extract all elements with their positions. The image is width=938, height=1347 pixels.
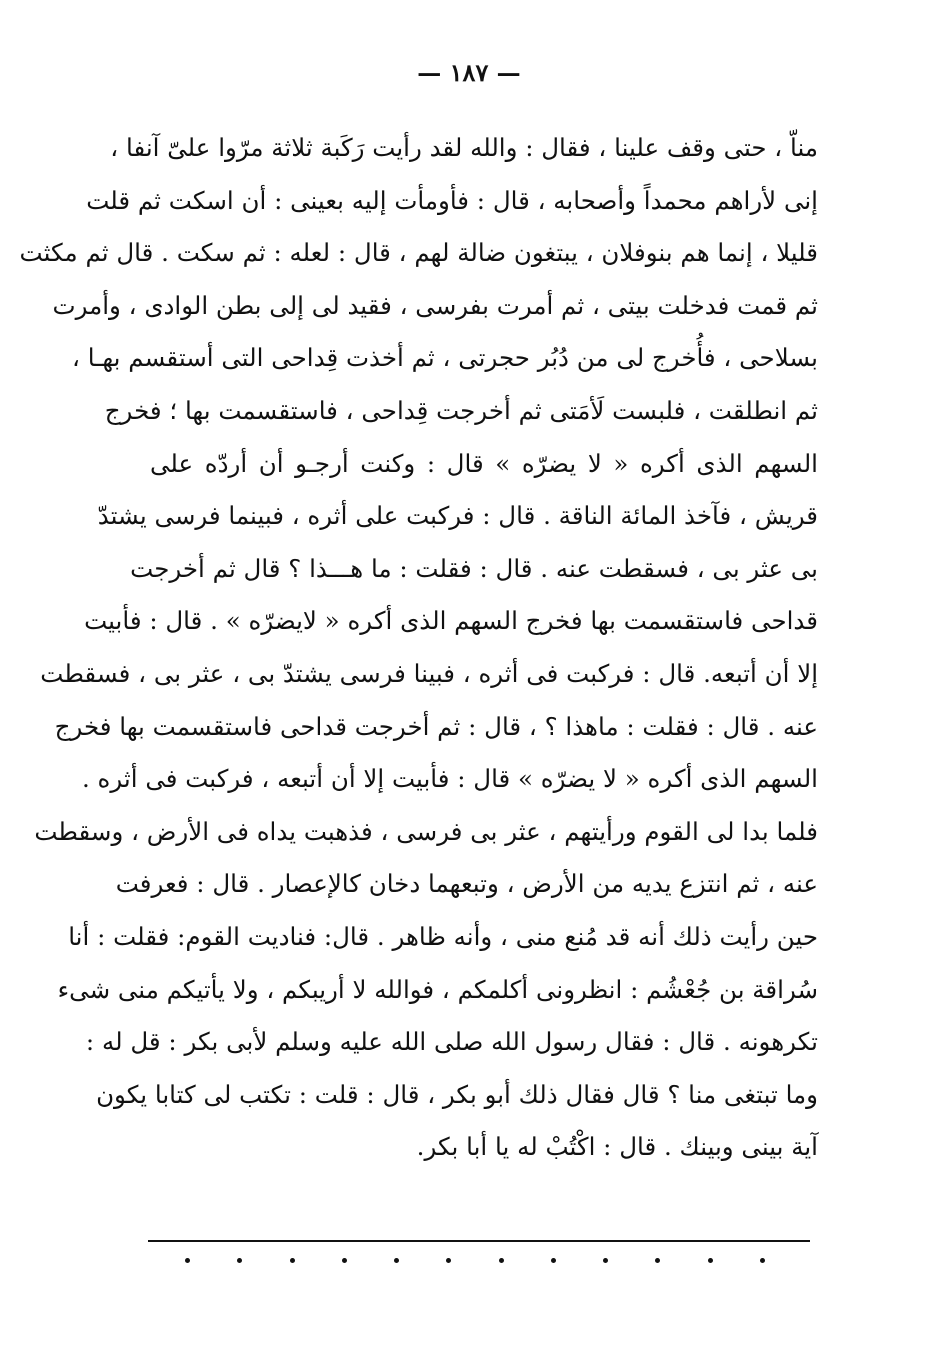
text-line: قداحى فاستقسمت بها فخرج السهم الذى أكره « لايضرّه » . قال : فأبيت [84, 606, 818, 636]
body-text [19, 122, 818, 1174]
footer-dot [551, 1258, 556, 1263]
text-line: فلما بدا لى القوم ورأيتهم ، عثر بى فرسى ، فذهبت يداه فى الأرض ، وسقطت [34, 816, 818, 846]
footer-dot [394, 1258, 399, 1263]
text-line-last: آية بينى وبينك . قال : اكْتُبْ له يا أبا بكر. [416, 1132, 818, 1162]
text-line: بسلاحى ، فأُخرج لى من دُبُر حجرتى ، ثم أخذت قِداحى التى أستقسم بهـا ، [72, 343, 818, 373]
footer-dot [655, 1258, 660, 1263]
text-line: السهم الذى أكره « لا يضرّه » قال : فأبيت إلا أن أتبعه ، فركبت فى أثره . [81, 764, 818, 794]
text-line: حين رأيت ذلك أنه قد مُنع منى ، وأنه ظاهر . قال: فناديت القوم: فقلت : أنا [68, 921, 818, 951]
text-line: تكرهونه . قال : فقال رسول الله صلى الله عليه وسلم لأبى بكر : قل له : [85, 1027, 818, 1057]
text-line: عنه ، ثم انتزع يديه من الأرض ، وتبعهما دخان كالإعصار . قال : فعرفت [115, 869, 818, 899]
footer-dot [185, 1258, 190, 1263]
footer-dot [237, 1258, 242, 1263]
text-line: وما تبتغى منا ؟ قال فقال ذلك أبو بكر ، قال : قلت : تكتب لى كتابا يكون [96, 1079, 818, 1109]
page-number: — ١٨٧ — [417, 58, 521, 87]
footer-dot [446, 1258, 451, 1263]
text-line: إنى لأراهم محمداً وأصحابه ، قال : فأومأت إليه بعينى : أن اسكت ثم قلت [86, 185, 818, 215]
text-line: مناّ ، حتى وقف علينا ، فقال : والله لقد رأيت رَكَبة ثلاثة مرّوا علىّ آنفا ، [110, 133, 818, 162]
text-line: عنه . قال : فقلت : ماهذا ؟ ، قال : ثم أخرجت قداحى فاستقسمت بها فخرج [54, 711, 818, 741]
text-line: سُراقة بن جُعْشُم : انظرونى أكلمكم ، فوالله لا أريبكم ، ولا يأتيكم منى شىء [57, 974, 818, 1004]
text-line: قليلا ، إنما هم بنوفلان ، يبتغون ضالة لهم ، قال : لعله : ثم سكت . قال ثم مكثت [19, 238, 818, 268]
footer-dot [499, 1258, 504, 1263]
footer-dot [603, 1258, 608, 1263]
footer-dot-row [185, 1258, 765, 1263]
footer-dot [290, 1258, 295, 1263]
footer-dot [342, 1258, 347, 1263]
text-line: ثم انطلقت ، فلبست لَأمَتى ثم أخرجت قِداحى ، فاستقسمت بها ؛ فخرج [104, 395, 818, 425]
footer-dot [760, 1258, 765, 1263]
text-line: السهم الذى أكره « لا يضرّه » قال : وكنت أرجـو أن أردّه على [150, 448, 818, 478]
text-line: قريش ، فآخذ المائة الناقة . قال : فركبت على أثره ، فبينما فرسى يشتدّ [97, 501, 818, 531]
footer-rule [148, 1240, 810, 1242]
footer-dot [708, 1258, 713, 1263]
text-line: ثم قمت فدخلت بيتى ، ثم أمرت بفرسى ، فقيد لى إلى بطن الوادى ، وأمرت [52, 290, 818, 320]
text-line: إلا أن أتبعه. قال : فركبت فى أثره ، فبينا فرسى يشتدّ بى ، عثر بى ، فسقطت [40, 658, 818, 688]
text-line: بى عثر بى ، فسقطت عنه . قال : فقلت : ما هـــذا ؟ قال ثم أخرجت [130, 553, 818, 583]
